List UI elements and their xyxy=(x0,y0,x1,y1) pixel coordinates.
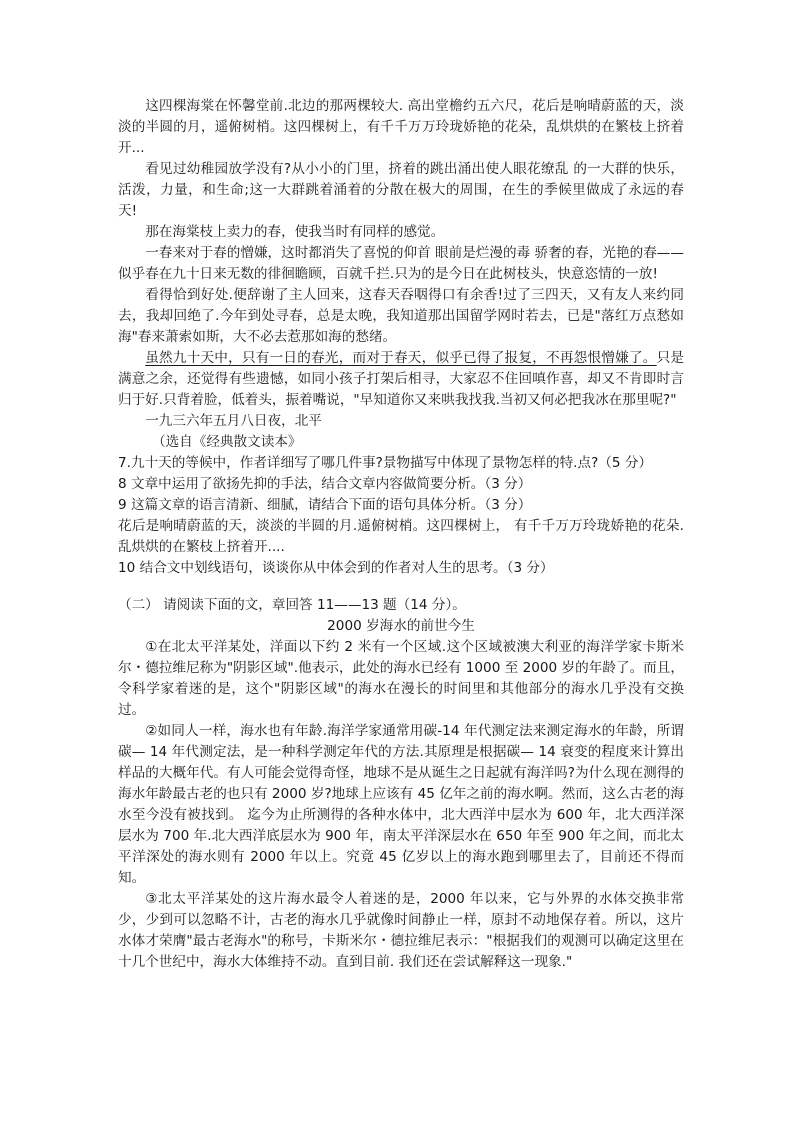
question-9: 9 这篇文章的语言清新、细腻，请结合下面的语句具体分析。（3 分） xyxy=(118,497,532,513)
question-8: 8 文章中运用了欲扬先抑的手法，结合文章内容做简要分析。（3 分） xyxy=(118,476,532,492)
paragraph-decline-invitation: 看得恰到好处.便辞谢了主人回来，这春天吞咽得口有余香!过了三四天，又有友人来约同去，我却回绝了.今年到处寻春，总是太晚，我知道那出国留学网时若去，已是"落红万点愁如海"春来萧索如斯，大不必去惹那如海的愁绪。 xyxy=(118,287,684,345)
question-7: 7.九十天的等候中，作者详细写了哪几件事?景物描写中体现了景物怎样的特.点?（5 分） xyxy=(118,455,653,471)
paragraph-reconciliation xyxy=(118,348,684,411)
article-paragraph-3: ③北太平洋某处的这片海水最令人着迷的是，2000 年以来，它与外界的水体交换非常少，少到可以忽略不计，古老的海水几乎就像时间静止一样，原封不动地保存着。所以，这片水体才荣膺"最古老海水"的称号，卡斯米尔・德拉维尼表示："根据我们的观测可以确定这里在十几个世纪中，海水大体维持不动。直到目前. 我们还在尝试解释这一现象." xyxy=(118,891,684,970)
paragraph-haitang-trees: 这四棵海棠在怀馨堂前.北边的那两棵较大. 高出堂檐约五六尺，花后是响晴蔚蓝的天，淡淡的半圆的月，遥俯树梢。这四棵树上，有千千万万玲珑娇艳的花朵，乱烘烘的在繁枝上挤着开... xyxy=(118,98,684,156)
document-page xyxy=(118,96,684,973)
question-10: 10 结合文中划线语句，谈谈你从中体会到的作者对人生的思考。（3 分） xyxy=(118,560,554,576)
paragraph-kindergarten: 看见过幼稚园放学没有?从小小的门里，挤着的跳出涌出使人眼花缭乱 的一大群的快乐，活泼，力量，和生命;这一大群跳着涌着的分散在极大的周围，在生的季候里做成了永远的春天! xyxy=(118,161,684,219)
article-paragraph-1: ①在北太平洋某处，洋面以下约 2 米有一个区域.这个区域被澳大利亚的海洋学家卡斯米尔・德拉维尼称为"阴影区域".他表示，此处的海水已经有 1000 至 2000 岁的年龄了。而且，令科学家着迷的是，这个"阴影区域"的海水在漫长的时间里和其他部分的海水几乎没有交换过。 xyxy=(118,639,684,718)
section-two-heading: （二） 请阅读下面的文，章回答 11——13 题（14 分）。 xyxy=(118,597,466,613)
source-line: （选自《经典散文读本》 xyxy=(152,434,302,450)
date-line: 一九三六年五月八日夜，北平 xyxy=(145,413,322,429)
question-9-quote: 花后是响晴蔚蓝的天，淡淡的半圆的月.遥俯树梢。这四棵树上， 有千千万万玲珑娇艳的花朵.乱烘烘的在繁枝上挤着开.... xyxy=(118,518,684,555)
article-title: 2000 岁海水的前世今生 xyxy=(327,618,475,634)
article-paragraph-2: ②如同人一样，海水也有年龄.海洋学家通常用碳-14 年代测定法来测定海水的年龄，所谓碳— 14 年代测定法，是一种科学测定年代的方法.其原理是根据碳— 14 衰变的程度来计算出样品的大概年代。有人可能会觉得奇怪，地球不是从诞生之日起就有海洋吗?为什么现在测得的海水年龄最古老的也只有 2000 岁?地球上应该有 45 亿年之前的海水啊。然而，这么古老的海水至今没有被找到。 迄今为止所测得的各种水体中，北大西洋中层水为 600 年，北大西洋深层水为 700 年.北大西洋底层水为 900 年，南太平洋深层水在 650 年至 900 年之间，而北太平洋深处的海水则有 2000 年以上。究竟 45 亿岁以上的海水跑到哪里去了，目前还不得而知。 xyxy=(118,723,684,886)
underlined-sentence: 虽然九十天中，只有一日的春光，而对于春天，似乎已得了报复，不再怨恨憎嫌了。 xyxy=(145,350,657,366)
paragraph-rest: 只是满意之余，还觉得有些遗憾，如同小孩子打架后相寻，大家忍不住回嗔作喜，却又不肯即时言归于好.只背着脸，低着头，振着嘴说，"早知道你又来哄我找我.当初又何必把我冰在那里呢?" xyxy=(118,350,685,408)
paragraph-spring-bloom: 一春来对于春的憎嫌，这时都消失了喜悦的仰首 眼前是烂漫的毒 骄奢的春，光艳的春——似乎春在九十日来无数的徘徊瞻顾，百就千拦.只为的是今日在此树枝头，快意恣情的一放! xyxy=(118,245,684,282)
paragraph-spring-feeling: 那在海棠枝上卖力的春，使我当时有同样的感觉。 xyxy=(145,224,445,240)
